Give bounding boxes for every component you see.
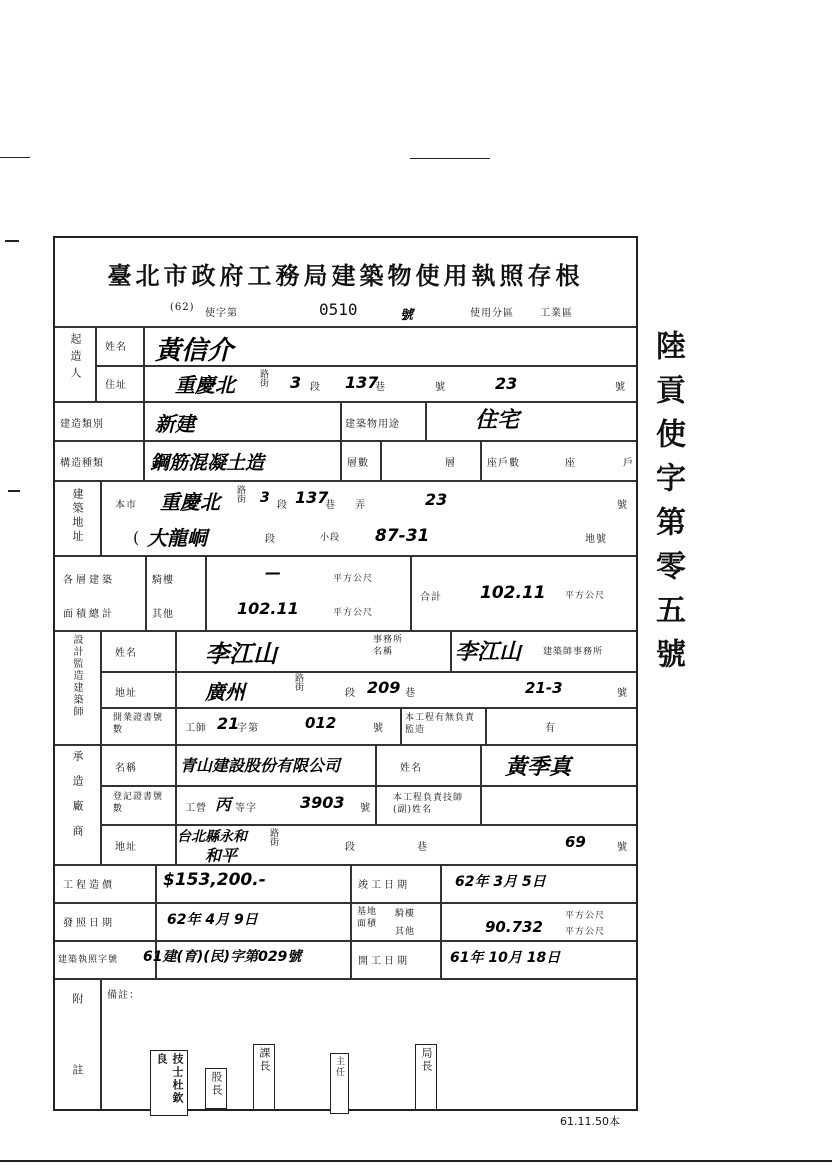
architect-road-label: 路街	[295, 674, 306, 693]
contractor-person-label: 姓名	[400, 763, 422, 774]
site-no: 23	[425, 490, 448, 509]
applicant-road-label: 路街	[260, 370, 271, 389]
site-lane-label: 巷	[325, 500, 336, 511]
contractor-address-label: 地址	[115, 842, 137, 853]
scan-mark	[410, 158, 490, 159]
registration-prefix: 工營	[185, 803, 207, 814]
permit-number: 0510	[319, 300, 358, 319]
arcade-value: —	[265, 563, 281, 582]
architect-section-label-2: 段	[345, 688, 356, 699]
start-value: 61年 10月 18日	[450, 950, 561, 966]
permit-prefix: (62)	[170, 302, 195, 313]
license-num: 012	[305, 714, 337, 732]
office-value: 李江山	[455, 640, 522, 665]
license-prefix: 工師	[185, 723, 207, 734]
site-lot: 87-31	[375, 526, 430, 546]
arcade-label: 騎樓	[152, 575, 174, 586]
issue-label: 發照日期	[63, 918, 115, 929]
registration-label: 登記證書號數	[113, 792, 164, 814]
supervision-value: 有	[545, 723, 556, 734]
architect-address-label: 地址	[115, 688, 137, 699]
office-label: 事務所名稱	[373, 635, 404, 657]
completion-value: 62年 3月 5日	[455, 874, 546, 890]
site-city: 本市	[115, 500, 137, 511]
site-other-label: 其他	[395, 927, 416, 937]
other-area-label: 其他	[152, 609, 174, 620]
applicant-lane: 137	[345, 373, 379, 392]
site-sub-section-label: 小段	[320, 533, 341, 543]
floors-unit: 層	[445, 458, 456, 469]
build-permit-label: 建築執照字號	[58, 955, 119, 965]
applicant-name: 黃信介	[155, 336, 234, 366]
architect-no: 21-3	[525, 679, 563, 697]
site-open-paren: (	[133, 528, 144, 547]
site-section-label: 段	[277, 500, 288, 511]
scan-mark	[0, 157, 30, 158]
applicant-lane-unit: 巷	[375, 382, 386, 393]
margin-stamp-text: 陸貢使字第零五號	[650, 330, 685, 682]
architect-section-label: 設計監造建築師	[71, 634, 82, 718]
registration-no: 3903	[300, 793, 345, 812]
site-section: 3	[260, 490, 270, 506]
site-other-value: 90.732	[485, 918, 543, 936]
site-no-label: 號	[617, 500, 628, 511]
architect-name: 李江山	[205, 640, 277, 668]
contractor-name-label: 名稱	[115, 763, 137, 774]
zone-value: 工業區	[540, 308, 573, 319]
category-label: 建造類別	[60, 419, 104, 430]
site-label: 建築地址	[71, 488, 84, 544]
applicant-no: 23	[495, 374, 518, 393]
architect-no-label: 號	[617, 688, 628, 699]
architect-name-label: 姓名	[115, 648, 137, 659]
contractor-name: 青山建設股份有限公司	[180, 756, 341, 775]
permit-type: 使字第	[205, 308, 238, 319]
license-label: 開業證書號數	[113, 713, 164, 735]
contractor-road-label: 路街	[270, 829, 281, 848]
stamp-section-chief: 股長	[205, 1068, 227, 1109]
stamp-technician: 技士杜欽良	[150, 1050, 188, 1116]
applicant-address-label: 住址	[105, 380, 127, 391]
start-label: 開工日期	[358, 956, 410, 967]
total-area-label: 合計	[420, 592, 442, 603]
site-arcade-label: 騎樓	[395, 909, 416, 919]
form-title: 臺北市政府工務局建築物使用執照存根	[107, 261, 584, 290]
total-area-value: 102.11	[480, 583, 546, 603]
use-value: 住宅	[475, 408, 520, 433]
site-lot-label: 地號	[585, 534, 607, 545]
license-no: 21	[217, 714, 240, 733]
stamp-commissioner: 局長	[415, 1044, 437, 1110]
scan-mark	[0, 1160, 832, 1162]
site-land-section-label: 段	[265, 534, 276, 545]
category-value: 新建	[155, 412, 195, 436]
supervision-label: 本工程有無負責監造	[405, 713, 476, 735]
structure-label: 構造種類	[60, 458, 104, 469]
arcade-unit: 平方公尺	[333, 574, 374, 584]
form-number: 61.11.50本	[560, 1115, 620, 1128]
applicant-section-no: 3	[290, 373, 302, 392]
registration-mid: 等字	[235, 803, 257, 814]
architect-lane: 209	[367, 678, 401, 697]
contractor-address-road: 和平	[205, 846, 238, 865]
build-permit-value: 61建(育)(民)字第029號	[143, 949, 302, 965]
site-area-unit-1: 平方公尺	[565, 911, 606, 921]
contractor-address-city: 台北縣永和	[177, 829, 247, 845]
stamp-director: 主任	[330, 1053, 349, 1114]
remarks-label: 備註：	[107, 990, 140, 1001]
permit-suffix: 號	[400, 308, 414, 323]
site-alley-label: 弄	[355, 500, 366, 511]
structure-value: 鋼筋混凝土造	[150, 452, 265, 474]
scan-mark	[8, 490, 20, 492]
site-road: 重慶北	[160, 490, 220, 514]
households-unit-2: 戶	[623, 458, 634, 469]
applicant-road: 重慶北	[175, 373, 235, 397]
remarks-side-label: 附註	[71, 993, 84, 1135]
applicant-name-label: 姓名	[105, 342, 127, 353]
contractor-lane-label: 巷	[417, 842, 428, 853]
site-area-unit-2: 平方公尺	[565, 927, 606, 937]
cost-label: 工程造價	[63, 880, 115, 891]
other-area-unit: 平方公尺	[333, 608, 374, 618]
registration-suffix: 號	[360, 803, 371, 814]
zone-label: 使用分區	[470, 308, 514, 319]
technician-label: 本工程負責技師(副)姓名	[393, 793, 464, 815]
total-area-unit: 平方公尺	[565, 591, 606, 601]
area-label-top: 各層建築	[63, 575, 115, 586]
registration-grade: 丙	[215, 795, 232, 814]
license-suffix: 號	[373, 723, 384, 734]
scan-mark	[5, 240, 19, 242]
use-label: 建築物用途	[345, 419, 400, 430]
households-unit-1: 座	[565, 458, 576, 469]
households-label: 座戶數	[487, 458, 520, 469]
completion-label: 竣工日期	[358, 880, 410, 891]
applicant-section-label: 起造人	[69, 333, 82, 384]
architect-lane-label: 巷	[405, 688, 416, 699]
site-road-label: 路街	[237, 486, 248, 505]
contractor-no: 69	[565, 833, 586, 851]
other-area-value: 102.11	[237, 599, 299, 618]
site-area-label: 基地面積	[357, 907, 378, 929]
contractor-section-label-2: 段	[345, 842, 356, 853]
area-label-bottom: 面積總計	[63, 609, 115, 620]
issue-value: 62年 4月 9日	[167, 912, 258, 928]
contractor-person: 黃季真	[505, 755, 572, 780]
contractor-section-label: 承造廠商	[71, 750, 84, 850]
applicant-no-label: 號	[435, 382, 446, 393]
license-word: 字第	[237, 723, 259, 734]
architect-address: 廣州	[205, 680, 245, 704]
stamp-division-chief: 課長	[253, 1044, 275, 1110]
floors-label: 層數	[347, 458, 369, 469]
applicant-section-unit: 段	[310, 382, 321, 393]
site-lane: 137	[295, 488, 329, 507]
applicant-no-suffix: 號	[615, 382, 626, 393]
contractor-no-label: 號	[617, 842, 628, 853]
office-suffix: 建築師事務所	[543, 647, 604, 657]
site-land-area: 大龍峒	[147, 526, 207, 550]
cost-value: $153,200.-	[163, 870, 266, 890]
